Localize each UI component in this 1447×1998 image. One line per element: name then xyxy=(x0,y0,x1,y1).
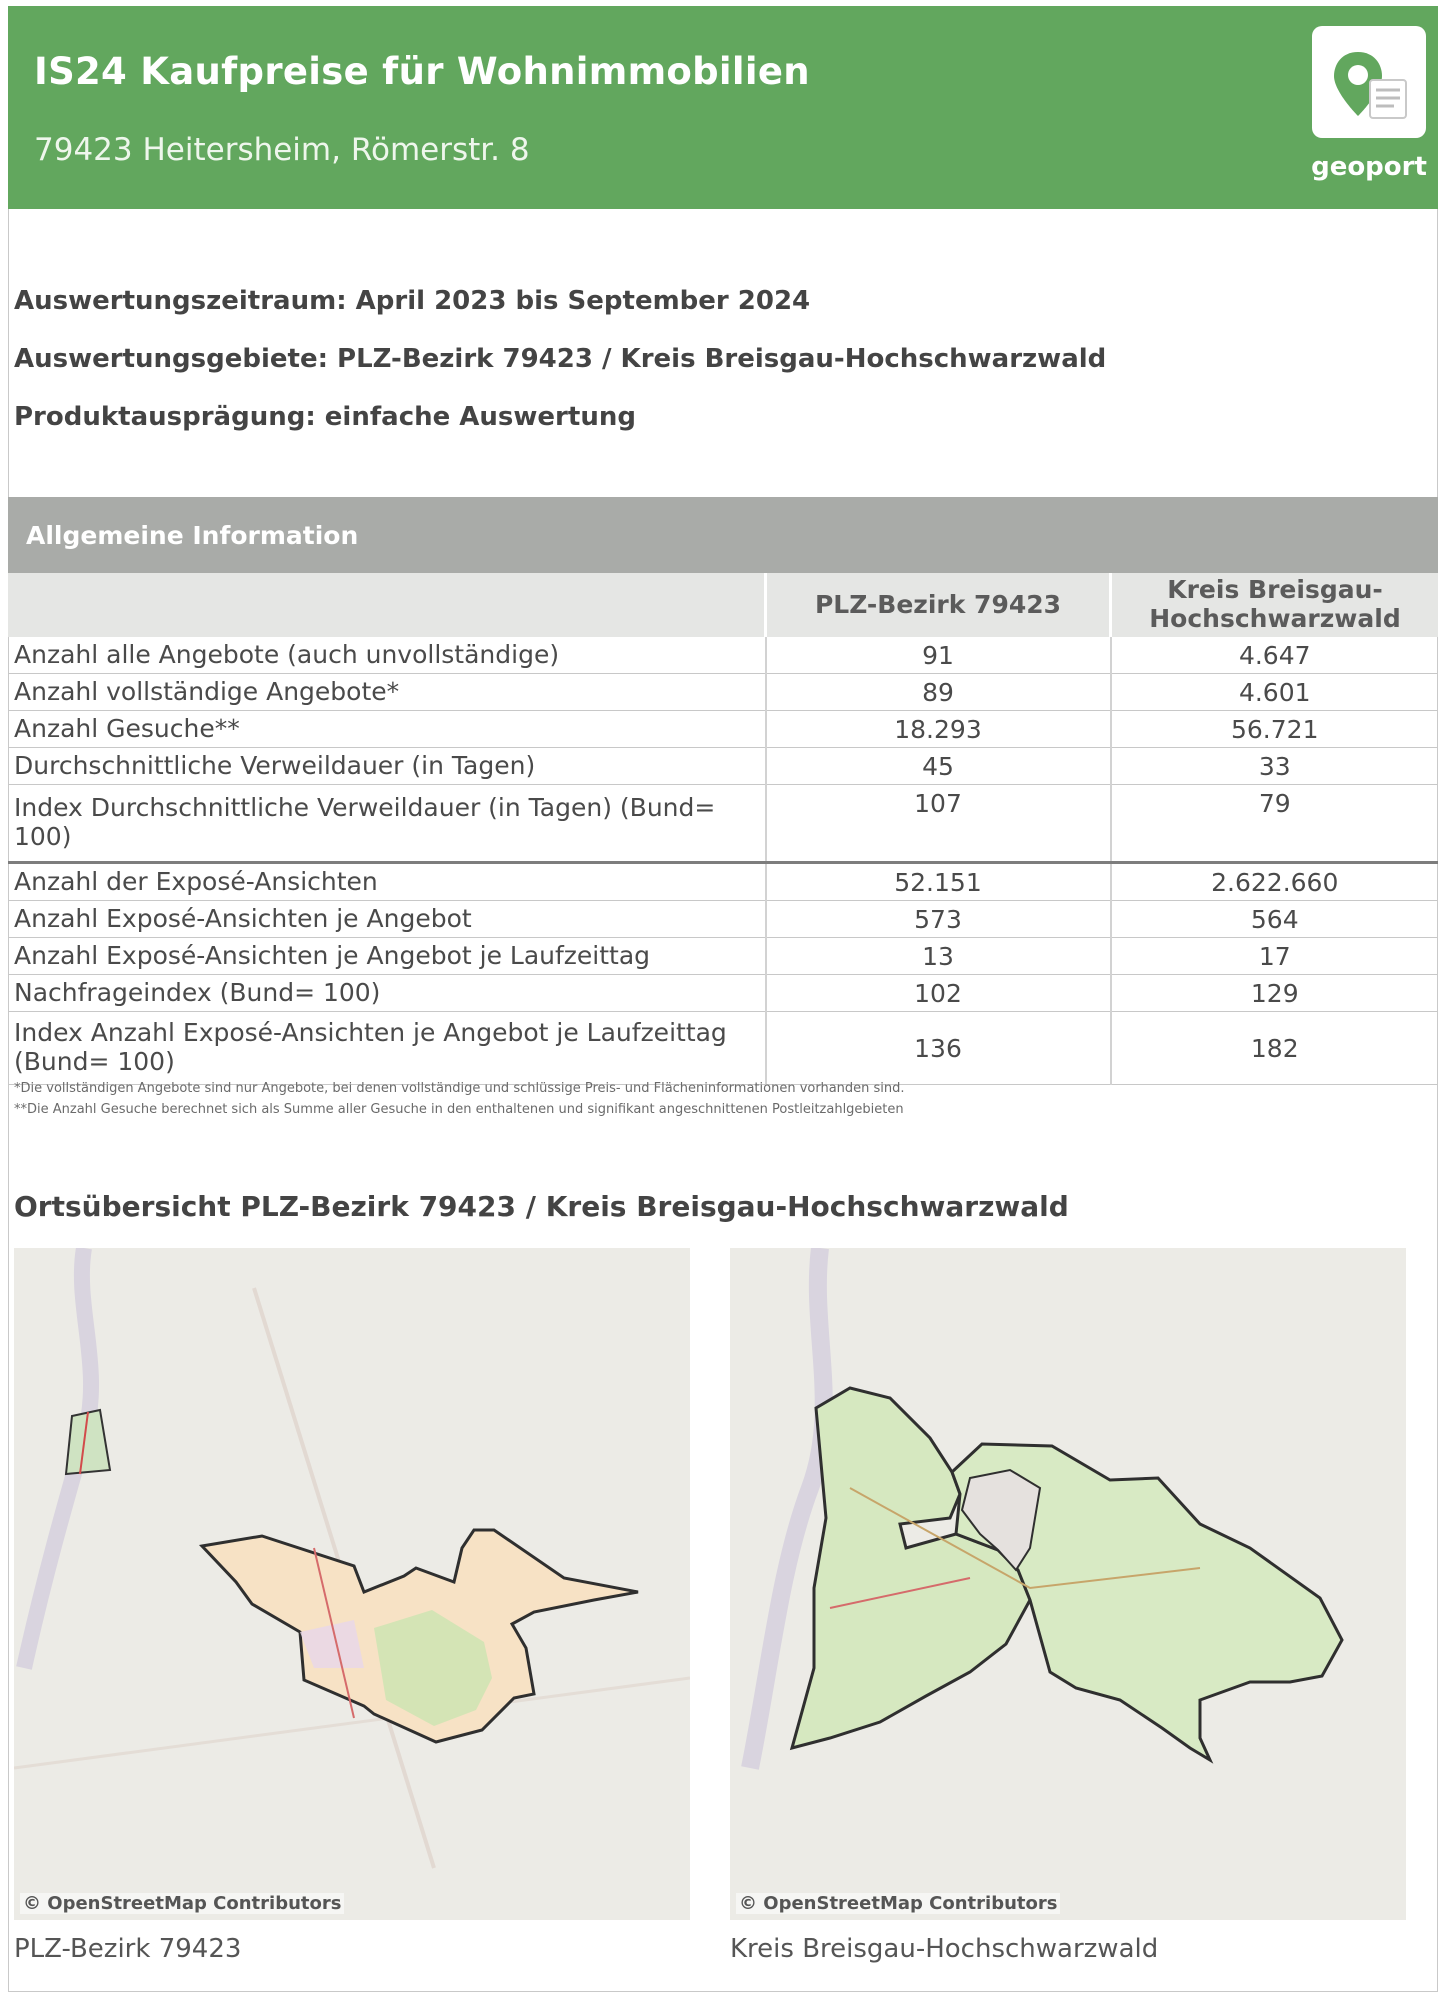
map-caption-kreis: Kreis Breisgau-Hochschwarzwald xyxy=(730,1934,1159,1964)
footnote-complete-offers: *Die vollständigen Angebote sind nur Angebote, bei denen vollständige und schlüssige Preis- und Flächeninformationen vorhanden sind. xyxy=(14,1081,905,1096)
row-value-plz: 45 xyxy=(766,748,1111,785)
evaluation-period: Auswertungszeitraum: April 2023 bis September 2024 xyxy=(14,286,811,316)
evaluation-areas: Auswertungsgebiete: PLZ-Bezirk 79423 / Kreis Breisgau-Hochschwarzwald xyxy=(14,344,1107,374)
table-row xyxy=(8,863,1438,901)
row-value-kreis: 182 xyxy=(1111,1012,1439,1085)
row-value-kreis: 17 xyxy=(1111,938,1439,975)
table-row xyxy=(8,748,1438,785)
row-value-kreis: 33 xyxy=(1111,748,1439,785)
table-row xyxy=(8,785,1438,863)
footnote-searches: **Die Anzahl Gesuche berechnet sich als Summe aller Gesuche in den enthaltenen und signifikant angeschnittenen Postleitzahlgebieten xyxy=(14,1102,904,1117)
map-caption-plz: PLZ-Bezirk 79423 xyxy=(14,1934,242,1964)
table-row xyxy=(8,711,1438,748)
table-row xyxy=(8,938,1438,975)
geoport-logo xyxy=(1312,26,1426,138)
row-value-plz: 89 xyxy=(766,674,1111,711)
report-title: IS24 Kaufpreise für Wohnimmobilien xyxy=(34,50,810,93)
row-value-plz: 91 xyxy=(766,637,1111,674)
map-plz-district xyxy=(14,1248,690,1920)
column-header-kreis: Kreis Breisgau-Hochschwarzwald xyxy=(1111,573,1439,637)
row-label: Durchschnittliche Verweildauer (in Tagen) xyxy=(8,748,766,785)
row-label: Anzahl Exposé-Ansichten je Angebot je Laufzeittag xyxy=(8,938,766,975)
column-header-plz: PLZ-Bezirk 79423 xyxy=(766,573,1111,637)
table-header-row xyxy=(8,573,1438,637)
row-value-plz: 52.151 xyxy=(766,863,1111,901)
row-value-kreis: 79 xyxy=(1111,785,1439,863)
row-label: Anzahl Gesuche** xyxy=(8,711,766,748)
column-header xyxy=(8,573,766,637)
report-address: 79423 Heitersheim, Römerstr. 8 xyxy=(34,132,530,168)
map-kreis xyxy=(730,1248,1406,1920)
row-value-plz: 573 xyxy=(766,901,1111,938)
table-row xyxy=(8,674,1438,711)
row-value-plz: 13 xyxy=(766,938,1111,975)
section-title: Allgemeine Information xyxy=(26,521,359,550)
row-value-plz: 107 xyxy=(766,785,1111,863)
row-value-kreis: 56.721 xyxy=(1111,711,1439,748)
row-label: Anzahl alle Angebote (auch unvollständige) xyxy=(8,637,766,674)
osm-credit: © OpenStreetMap Contributors xyxy=(736,1893,1060,1914)
table-row xyxy=(8,975,1438,1012)
row-value-plz: 18.293 xyxy=(766,711,1111,748)
row-value-kreis: 4.601 xyxy=(1111,674,1439,711)
row-value-kreis: 564 xyxy=(1111,901,1439,938)
report-header xyxy=(8,6,1438,209)
row-value-kreis: 129 xyxy=(1111,975,1439,1012)
row-value-kreis: 2.622.660 xyxy=(1111,863,1439,901)
row-label: Anzahl vollständige Angebote* xyxy=(8,674,766,711)
table-row xyxy=(8,901,1438,938)
plz-district-map-graphic xyxy=(14,1248,690,1920)
map-section-heading: Ortsübersicht PLZ-Bezirk 79423 / Kreis Breisgau-Hochschwarzwald xyxy=(14,1190,1069,1223)
row-value-plz: 136 xyxy=(766,1012,1111,1085)
logo-text: geoport xyxy=(1311,152,1427,182)
table-row xyxy=(8,637,1438,674)
row-label: Nachfrageindex (Bund= 100) xyxy=(8,975,766,1012)
row-label: Index Durchschnittliche Verweildauer (in Tagen) (Bund= 100) xyxy=(8,785,766,863)
osm-credit: © OpenStreetMap Contributors xyxy=(20,1893,344,1914)
table-row xyxy=(8,1012,1438,1085)
row-label: Anzahl Exposé-Ansichten je Angebot xyxy=(8,901,766,938)
row-value-kreis: 4.647 xyxy=(1111,637,1439,674)
row-value-plz: 102 xyxy=(766,975,1111,1012)
info-table xyxy=(8,573,1438,1085)
row-label: Anzahl der Exposé-Ansichten xyxy=(8,863,766,901)
map-pin-icon xyxy=(1312,26,1426,138)
kreis-map-graphic xyxy=(730,1248,1406,1920)
product-variant: Produktausprägung: einfache Auswertung xyxy=(14,402,636,432)
row-label: Index Anzahl Exposé-Ansichten je Angebot je Laufzeittag (Bund= 100) xyxy=(8,1012,766,1085)
